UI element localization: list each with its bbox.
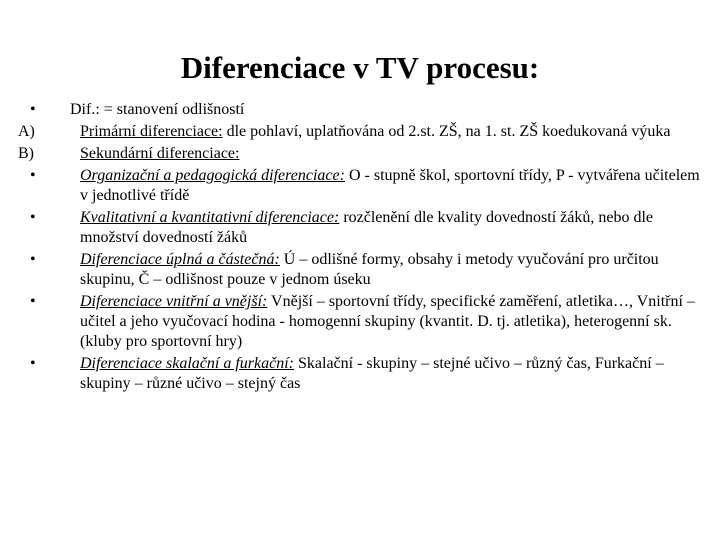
bullet-marker: • xyxy=(30,167,36,184)
list-item-qualitative xyxy=(0,208,700,248)
list-item-internal-external xyxy=(0,292,700,352)
item-lead: Diferenciace úplná a částečná: xyxy=(80,251,280,268)
item-text: O - stupně škol, sportovní třídy, P - vytvářena učitelem v jednotlivé třídě xyxy=(80,167,700,204)
item-lead: Primární diferenciace: xyxy=(80,123,223,140)
bullet-marker: • xyxy=(30,251,36,268)
list-item-organizational xyxy=(0,166,700,206)
item-lead: Kvalitativní a kvantitativní diferenciace: xyxy=(80,209,340,226)
item-text: Skalační - skupiny – stejné učivo – různý čas, Furkační – skupiny – různé učivo – stejný čas xyxy=(80,355,664,392)
content-list xyxy=(0,100,700,396)
bullet-marker: • xyxy=(30,293,36,310)
list-item-definition xyxy=(0,100,700,120)
letter-marker: B) xyxy=(18,145,34,162)
bullet-marker: • xyxy=(30,101,36,118)
item-lead: Diferenciace skalační a furkační: xyxy=(80,355,294,372)
item-text: Vnější – sportovní třídy, specifické zaměření, atletika…, Vnitřní – učitel a jeho vyučovací hodina - homogenní skupiny (kvantit. D. tj. atletika), heterogenní sk. (kluby pro sportovní hry) xyxy=(80,293,695,350)
item-lead: Diferenciace vnitřní a vnější: xyxy=(80,293,268,310)
item-text: Ú – odlišné formy, obsahy i metody vyučování pro určitou skupinu, Č – odlišnost pouze v jednom úseku xyxy=(80,251,659,288)
list-item-scaling-forking xyxy=(0,354,700,394)
item-text: Dif.: = stanovení odlišností xyxy=(70,101,245,118)
list-item-secondary xyxy=(0,144,700,164)
bullet-marker: • xyxy=(30,209,36,226)
item-text: rozčlenění dle kvality dovedností žáků, nebo dle množství dovedností žáků xyxy=(80,209,654,246)
list-item-complete-partial xyxy=(0,250,700,290)
letter-marker: A) xyxy=(18,123,35,140)
slide-title: Diferenciace v TV procesu: xyxy=(180,50,540,85)
list-item-primary xyxy=(0,122,700,142)
item-lead: Organizační a pedagogická diferenciace: xyxy=(80,167,345,184)
item-text: dle pohlaví, uplatňována od 2.st. ZŠ, na 1. st. ZŠ koedukovaná výuka xyxy=(222,123,671,140)
bullet-marker: • xyxy=(30,355,36,372)
item-lead: Sekundární diferenciace: xyxy=(80,145,240,162)
